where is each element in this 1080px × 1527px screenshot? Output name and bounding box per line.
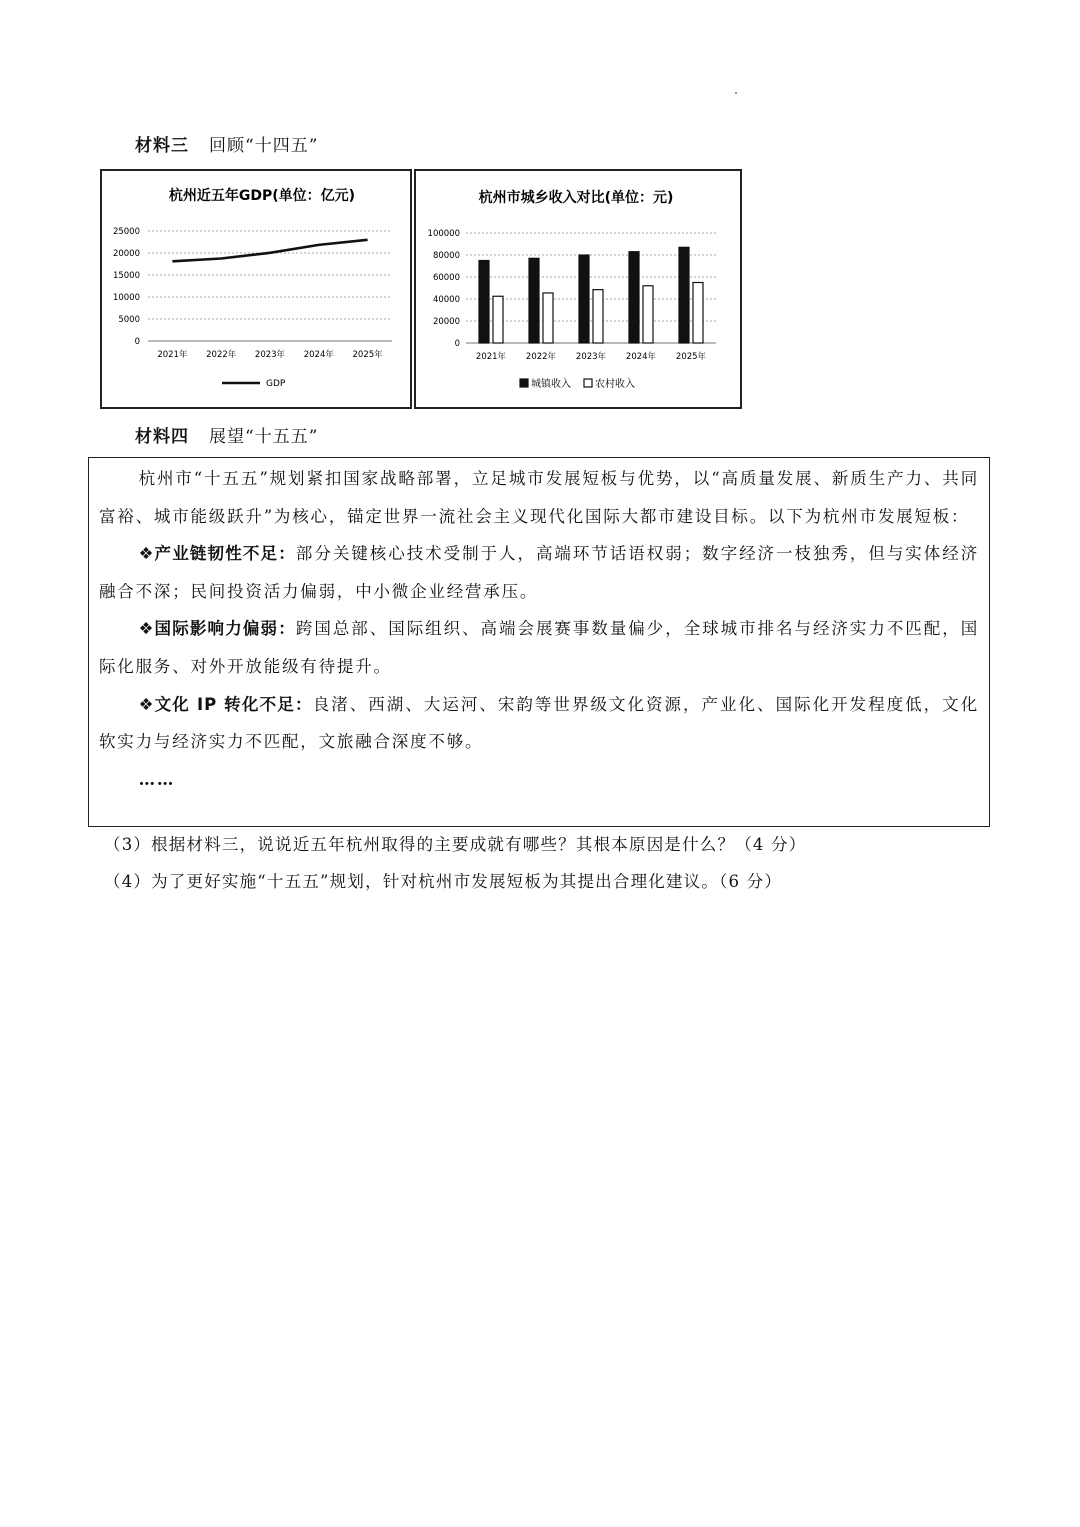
income-bar-urban [629, 252, 639, 343]
income-chart-frame [414, 169, 742, 409]
question-3: （3）根据材料三，说说近五年杭州取得的主要成就有哪些？其根本原因是什么？（4 分） [104, 835, 807, 854]
income-x-tick-label: 2024年 [625, 352, 657, 362]
question-4: （4）为了更好实施“十五五”规划，针对杭州市发展短板为其提出合理化建议。（6 分） [104, 872, 783, 891]
gdp-y-tick-label: 25000 [112, 227, 140, 237]
shortboard-text: 跨国总部、国际组织、高端会展赛事数量偏少，全球城市排名与经济实力不匹配，国际化服务、对外开放能级有待提升。 [99, 619, 979, 676]
income-bar-urban [529, 258, 539, 343]
income-bar-urban [679, 247, 689, 343]
income-x-tick-label: 2022年 [525, 352, 557, 362]
income-y-ticks [428, 229, 460, 349]
gdp-series [172, 240, 367, 262]
income-y-tick-label: 80000 [432, 251, 460, 261]
income-legend-swatch [520, 379, 528, 387]
material3-heading [135, 131, 318, 156]
income-chart-title: 杭州市城乡收入对比(单位：元) [478, 190, 674, 206]
material4-ellipsis: …… [138, 769, 176, 789]
income-y-tick-label: 0 [454, 339, 460, 349]
material4-label: 材料四 [135, 427, 189, 447]
gdp-legend-label: GDP [266, 379, 286, 389]
income-y-tick-label: 100000 [427, 229, 460, 239]
gdp-x-tick-label: 2024年 [303, 350, 334, 360]
gdp-y-tick-label: 10000 [112, 293, 140, 303]
scan-dot [735, 92, 737, 94]
income-x-tick-label: 2023年 [575, 352, 607, 362]
material4-box [88, 457, 990, 827]
income-y-tick-label: 20000 [432, 317, 460, 327]
shortboard-title: ❖产业链韧性不足： [138, 544, 296, 564]
gdp-line-chart [102, 171, 410, 407]
gdp-y-tick-label: 15000 [112, 271, 140, 281]
gdp-chart-frame [100, 169, 412, 409]
gdp-x-tick-label: 2023年 [254, 350, 286, 360]
income-y-tick-label: 60000 [432, 273, 460, 283]
gdp-legend [222, 379, 286, 389]
income-y-tick-label: 40000 [432, 295, 460, 305]
income-bar-rural [643, 286, 653, 343]
income-legend [520, 377, 635, 390]
gdp-x-ticks [157, 349, 383, 360]
gdp-y-ticks [113, 227, 140, 347]
material4-intro: 杭州市“十五五”规划紧扣国家战略部署，立足城市发展短板与优势，以“高质量发展、新质生产力、共同富裕、城市能级跃升”为核心，锚定世界一流社会主义现代化国际大都市建设目标。以下为杭州市发展短板： [99, 469, 979, 526]
gdp-grid [148, 231, 392, 341]
gdp-series-line [172, 240, 367, 262]
income-x-ticks [476, 351, 707, 362]
income-bar-urban [579, 255, 589, 343]
shortboard-text: 部分关键核心技术受制于人，高端环节话语权弱；数字经济一枝独秀，但与实体经济融合不深；民间投资活力偏弱，中小微企业经营承压。 [99, 544, 979, 601]
income-bar-rural [543, 293, 553, 343]
income-legend-swatch [584, 379, 592, 387]
shortboard-item [99, 686, 979, 761]
shortboard-title: ❖文化 IP 转化不足： [138, 694, 313, 714]
gdp-y-tick-label: 5000 [118, 315, 140, 325]
income-bars [479, 247, 703, 343]
material4-title: 展望“十五五” [209, 427, 319, 447]
shortboard-title: ❖国际影响力偏弱： [138, 619, 296, 639]
gdp-x-tick-label: 2021年 [157, 350, 188, 360]
gdp-x-tick-label: 2025年 [352, 350, 383, 360]
shortboard-text: 良渚、西湖、大运河、宋韵等世界级文化资源，产业化、国际化开发程度低，文化软实力与经济实力不匹配，文旅融合深度不够。 [99, 694, 979, 752]
income-legend-label: 城镇收入 [531, 379, 571, 390]
gdp-x-tick-label: 2022年 [206, 350, 237, 360]
shortboard-item [99, 610, 979, 685]
income-x-tick-label: 2021年 [475, 352, 507, 362]
income-legend-label: 农村收入 [595, 379, 635, 390]
income-bar-urban [479, 261, 489, 344]
income-x-tick-label: 2025年 [675, 352, 707, 362]
gdp-y-tick-label: 0 [134, 337, 140, 347]
material3-label: 材料三 [135, 136, 189, 156]
gdp-y-tick-label: 20000 [112, 249, 140, 259]
material3-title: 回顾“十四五” [209, 136, 319, 156]
income-bar-rural [493, 296, 503, 343]
income-bar-rural [693, 283, 703, 344]
income-bar-rural [593, 290, 603, 343]
gdp-chart-title: 杭州近五年GDP(单位：亿元) [168, 188, 356, 204]
shortboard-item [99, 535, 979, 610]
material4-heading [135, 422, 318, 447]
income-bar-chart [416, 171, 740, 407]
